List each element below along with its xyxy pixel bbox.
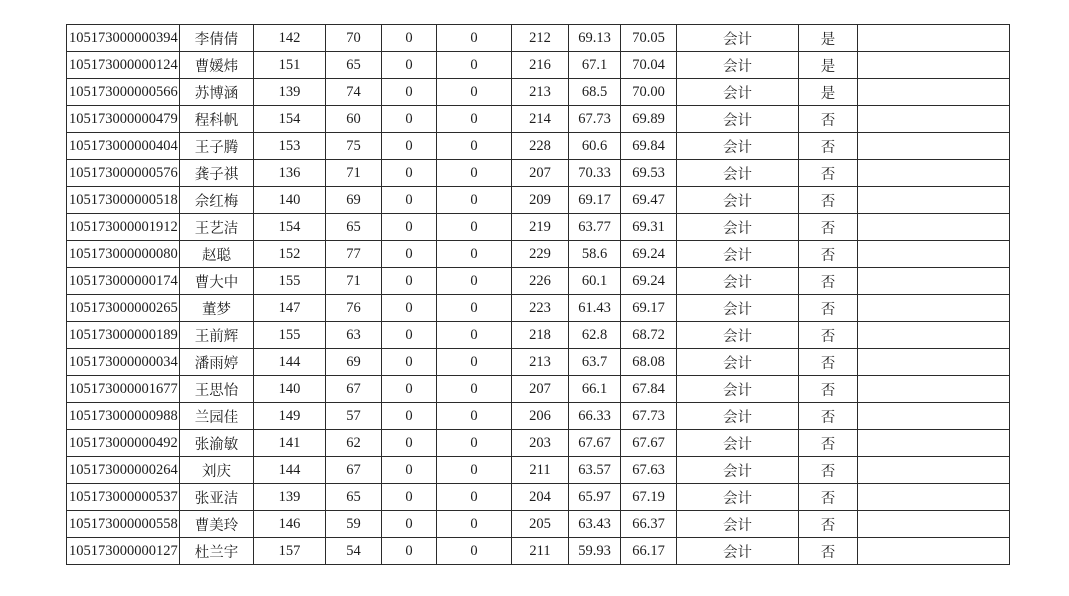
table-cell: 65.97: [569, 484, 621, 511]
table-cell: 0: [437, 430, 512, 457]
table-cell: 否: [799, 349, 858, 376]
table-cell: 69.31: [621, 214, 677, 241]
table-cell: 76: [326, 295, 382, 322]
table-cell: 否: [799, 430, 858, 457]
table-cell: 0: [437, 349, 512, 376]
table-cell: 63.57: [569, 457, 621, 484]
table-cell: 69.17: [621, 295, 677, 322]
table-cell: 王前辉: [180, 322, 254, 349]
table-cell: 否: [799, 133, 858, 160]
table-cell: 否: [799, 538, 858, 565]
table-cell: 否: [799, 484, 858, 511]
table-cell: [858, 25, 1010, 52]
table-cell: 0: [382, 376, 437, 403]
table-cell: 否: [799, 376, 858, 403]
table-cell: 70.33: [569, 160, 621, 187]
table-cell: 70.05: [621, 25, 677, 52]
table-cell: 0: [437, 214, 512, 241]
table-cell: 60.6: [569, 133, 621, 160]
table-row: [67, 322, 1010, 349]
table-cell: 69.84: [621, 133, 677, 160]
table-cell: 142: [254, 25, 326, 52]
table-cell: [858, 268, 1010, 295]
table-cell: 0: [437, 484, 512, 511]
table-cell: 0: [437, 457, 512, 484]
table-cell: [858, 241, 1010, 268]
table-cell: 0: [437, 376, 512, 403]
table-cell: [858, 160, 1010, 187]
table-cell: [858, 187, 1010, 214]
table-cell: 否: [799, 160, 858, 187]
table-cell: 曹媛炜: [180, 52, 254, 79]
table-cell: [858, 403, 1010, 430]
table-cell: 会计: [677, 457, 799, 484]
table-row: [67, 106, 1010, 133]
table-cell: 会计: [677, 214, 799, 241]
table-row: [67, 79, 1010, 106]
table-row: [67, 430, 1010, 457]
table-cell: 是: [799, 79, 858, 106]
table-cell: 139: [254, 484, 326, 511]
table-row: [67, 25, 1010, 52]
table-cell: [858, 295, 1010, 322]
table-cell: 71: [326, 160, 382, 187]
table-cell: 59: [326, 511, 382, 538]
table-cell: 105173000000264: [67, 457, 180, 484]
table-cell: 105173000001677: [67, 376, 180, 403]
table-cell: 会计: [677, 268, 799, 295]
table-cell: 否: [799, 457, 858, 484]
table-row: [67, 52, 1010, 79]
table-cell: 会计: [677, 79, 799, 106]
table-cell: 会计: [677, 133, 799, 160]
table-cell: 潘雨婷: [180, 349, 254, 376]
table-cell: 214: [512, 106, 569, 133]
table-cell: 否: [799, 511, 858, 538]
table-cell: [858, 133, 1010, 160]
table-cell: 105173000000265: [67, 295, 180, 322]
table-cell: 70.00: [621, 79, 677, 106]
table-cell: 59.93: [569, 538, 621, 565]
table-cell: [858, 322, 1010, 349]
table-cell: 0: [437, 511, 512, 538]
table-cell: 67.19: [621, 484, 677, 511]
results-table-body: [67, 25, 1010, 565]
table-cell: 105173000000174: [67, 268, 180, 295]
table-cell: 0: [382, 430, 437, 457]
table-cell: 77: [326, 241, 382, 268]
table-cell: 226: [512, 268, 569, 295]
table-cell: 张渝敏: [180, 430, 254, 457]
table-row: [67, 457, 1010, 484]
table-cell: 152: [254, 241, 326, 268]
table-cell: 218: [512, 322, 569, 349]
table-cell: 0: [437, 106, 512, 133]
table-cell: 否: [799, 241, 858, 268]
table-cell: 0: [382, 214, 437, 241]
table-cell: 0: [382, 268, 437, 295]
table-cell: 144: [254, 349, 326, 376]
table-cell: 67.84: [621, 376, 677, 403]
table-cell: 151: [254, 52, 326, 79]
table-row: [67, 133, 1010, 160]
table-row: [67, 295, 1010, 322]
table-cell: 67.73: [569, 106, 621, 133]
table-cell: 62: [326, 430, 382, 457]
results-table: [66, 24, 1010, 565]
table-cell: 65: [326, 52, 382, 79]
table-cell: 0: [382, 511, 437, 538]
table-cell: 70.04: [621, 52, 677, 79]
table-cell: 0: [382, 133, 437, 160]
table-cell: 105173000000576: [67, 160, 180, 187]
table-cell: 否: [799, 106, 858, 133]
table-cell: 0: [437, 133, 512, 160]
table-cell: 66.37: [621, 511, 677, 538]
table-cell: 140: [254, 187, 326, 214]
table-cell: 会计: [677, 106, 799, 133]
table-cell: 57: [326, 403, 382, 430]
table-cell: 209: [512, 187, 569, 214]
table-cell: 63.77: [569, 214, 621, 241]
table-cell: [858, 538, 1010, 565]
table-cell: 0: [382, 349, 437, 376]
table-cell: 0: [382, 322, 437, 349]
table-cell: 曹美玲: [180, 511, 254, 538]
table-cell: 105173000000189: [67, 322, 180, 349]
table-cell: 68.08: [621, 349, 677, 376]
table-cell: 58.6: [569, 241, 621, 268]
table-cell: 0: [382, 403, 437, 430]
table-cell: 211: [512, 538, 569, 565]
table-cell: 63: [326, 322, 382, 349]
table-cell: 会计: [677, 25, 799, 52]
table-cell: [858, 349, 1010, 376]
table-cell: 0: [382, 484, 437, 511]
table-cell: 会计: [677, 430, 799, 457]
table-cell: 0: [382, 538, 437, 565]
table-cell: [858, 511, 1010, 538]
table-cell: 0: [437, 268, 512, 295]
table-cell: 0: [437, 79, 512, 106]
table-cell: 刘庆: [180, 457, 254, 484]
table-cell: 105173000000537: [67, 484, 180, 511]
table-cell: 会计: [677, 376, 799, 403]
table-cell: [858, 214, 1010, 241]
table-cell: 63.43: [569, 511, 621, 538]
table-cell: 会计: [677, 295, 799, 322]
table-cell: [858, 484, 1010, 511]
table-cell: 105173000000124: [67, 52, 180, 79]
table-cell: 会计: [677, 511, 799, 538]
table-cell: 155: [254, 322, 326, 349]
table-cell: 228: [512, 133, 569, 160]
table-cell: 147: [254, 295, 326, 322]
table-cell: 会计: [677, 187, 799, 214]
table-cell: 149: [254, 403, 326, 430]
table-cell: 68.5: [569, 79, 621, 106]
table-cell: 140: [254, 376, 326, 403]
table-cell: 67.67: [569, 430, 621, 457]
table-cell: 216: [512, 52, 569, 79]
table-cell: 67.63: [621, 457, 677, 484]
table-cell: 会计: [677, 538, 799, 565]
table-cell: 曹大中: [180, 268, 254, 295]
table-cell: 0: [382, 241, 437, 268]
table-cell: 206: [512, 403, 569, 430]
table-cell: 105173000000518: [67, 187, 180, 214]
table-cell: 李倩倩: [180, 25, 254, 52]
table-cell: 张亚洁: [180, 484, 254, 511]
table-cell: 60.1: [569, 268, 621, 295]
table-cell: [858, 79, 1010, 106]
table-cell: 董梦: [180, 295, 254, 322]
table-cell: 105173000000479: [67, 106, 180, 133]
table-row: [67, 538, 1010, 565]
table-cell: 0: [437, 187, 512, 214]
table-cell: 否: [799, 403, 858, 430]
table-cell: 105173000000492: [67, 430, 180, 457]
table-row: [67, 376, 1010, 403]
table-cell: 0: [437, 538, 512, 565]
table-cell: 65: [326, 484, 382, 511]
table-cell: 程科帆: [180, 106, 254, 133]
table-cell: 67: [326, 376, 382, 403]
table-cell: 144: [254, 457, 326, 484]
table-cell: 0: [437, 160, 512, 187]
table-cell: 203: [512, 430, 569, 457]
table-cell: 会计: [677, 160, 799, 187]
table-cell: 63.7: [569, 349, 621, 376]
table-cell: 69.24: [621, 268, 677, 295]
table-cell: 105173000000566: [67, 79, 180, 106]
table-cell: 佘红梅: [180, 187, 254, 214]
table-cell: 0: [437, 241, 512, 268]
table-cell: 会计: [677, 52, 799, 79]
table-cell: [858, 106, 1010, 133]
table-cell: 0: [382, 79, 437, 106]
table-cell: 0: [437, 295, 512, 322]
table-row: [67, 160, 1010, 187]
table-cell: 75: [326, 133, 382, 160]
table-cell: 105173000000404: [67, 133, 180, 160]
table-cell: 0: [382, 160, 437, 187]
table-cell: 61.43: [569, 295, 621, 322]
table-row: [67, 241, 1010, 268]
table-cell: 223: [512, 295, 569, 322]
table-cell: 0: [437, 403, 512, 430]
table-cell: 否: [799, 268, 858, 295]
table-cell: 105173000000034: [67, 349, 180, 376]
table-cell: 会计: [677, 322, 799, 349]
table-cell: 否: [799, 295, 858, 322]
table-cell: 69.47: [621, 187, 677, 214]
table-row: [67, 511, 1010, 538]
table-cell: 62.8: [569, 322, 621, 349]
table-cell: 否: [799, 322, 858, 349]
table-cell: 0: [382, 457, 437, 484]
table-cell: 0: [437, 25, 512, 52]
table-row: [67, 268, 1010, 295]
table-cell: 105173000000394: [67, 25, 180, 52]
table-cell: 146: [254, 511, 326, 538]
table-cell: 105173000000127: [67, 538, 180, 565]
table-cell: 157: [254, 538, 326, 565]
table-cell: 0: [382, 52, 437, 79]
table-cell: 204: [512, 484, 569, 511]
table-cell: 0: [382, 106, 437, 133]
table-row: [67, 484, 1010, 511]
table-cell: 69.53: [621, 160, 677, 187]
table-cell: 王艺洁: [180, 214, 254, 241]
table-cell: 136: [254, 160, 326, 187]
table-cell: 213: [512, 349, 569, 376]
table-cell: 141: [254, 430, 326, 457]
table-cell: 0: [382, 295, 437, 322]
table-cell: 会计: [677, 484, 799, 511]
table-cell: 212: [512, 25, 569, 52]
table-cell: 会计: [677, 403, 799, 430]
table-cell: 205: [512, 511, 569, 538]
table-cell: 龚子祺: [180, 160, 254, 187]
table-row: [67, 214, 1010, 241]
table-cell: 153: [254, 133, 326, 160]
table-cell: 219: [512, 214, 569, 241]
table-cell: 229: [512, 241, 569, 268]
table-cell: 139: [254, 79, 326, 106]
table-cell: 否: [799, 187, 858, 214]
table-cell: 67.73: [621, 403, 677, 430]
table-cell: 207: [512, 376, 569, 403]
table-cell: 67: [326, 457, 382, 484]
table-cell: 68.72: [621, 322, 677, 349]
table-cell: 0: [382, 187, 437, 214]
table-cell: 66.17: [621, 538, 677, 565]
table-cell: 69: [326, 187, 382, 214]
table-cell: 0: [437, 322, 512, 349]
table-cell: [858, 430, 1010, 457]
table-row: [67, 403, 1010, 430]
table-cell: 否: [799, 214, 858, 241]
table-cell: 王思怡: [180, 376, 254, 403]
table-cell: 赵聪: [180, 241, 254, 268]
table-cell: 69.89: [621, 106, 677, 133]
table-cell: 70: [326, 25, 382, 52]
table-cell: 105173000000988: [67, 403, 180, 430]
table-cell: 71: [326, 268, 382, 295]
table-cell: 69.17: [569, 187, 621, 214]
table-cell: 兰园佳: [180, 403, 254, 430]
table-cell: 会计: [677, 241, 799, 268]
table-cell: 是: [799, 25, 858, 52]
table-cell: 105173000000080: [67, 241, 180, 268]
table-cell: 105173000000558: [67, 511, 180, 538]
table-cell: 154: [254, 214, 326, 241]
table-cell: 154: [254, 106, 326, 133]
table-cell: [858, 376, 1010, 403]
table-cell: 66.1: [569, 376, 621, 403]
table-cell: 69.24: [621, 241, 677, 268]
table-cell: [858, 52, 1010, 79]
table-cell: 207: [512, 160, 569, 187]
table-cell: 66.33: [569, 403, 621, 430]
table-row: [67, 349, 1010, 376]
table-cell: 211: [512, 457, 569, 484]
table-cell: 213: [512, 79, 569, 106]
table-cell: 杜兰宇: [180, 538, 254, 565]
table-cell: 105173000001912: [67, 214, 180, 241]
table-cell: 是: [799, 52, 858, 79]
table-cell: 67.67: [621, 430, 677, 457]
table-cell: 0: [382, 25, 437, 52]
table-cell: 会计: [677, 349, 799, 376]
table-cell: 74: [326, 79, 382, 106]
table-row: [67, 187, 1010, 214]
table-cell: 54: [326, 538, 382, 565]
table-cell: 67.1: [569, 52, 621, 79]
table-cell: 155: [254, 268, 326, 295]
table-cell: 69.13: [569, 25, 621, 52]
table-cell: 60: [326, 106, 382, 133]
table-cell: 苏博涵: [180, 79, 254, 106]
table-cell: [858, 457, 1010, 484]
table-cell: 69: [326, 349, 382, 376]
table-cell: 0: [437, 52, 512, 79]
table-cell: 65: [326, 214, 382, 241]
table-cell: 王子腾: [180, 133, 254, 160]
